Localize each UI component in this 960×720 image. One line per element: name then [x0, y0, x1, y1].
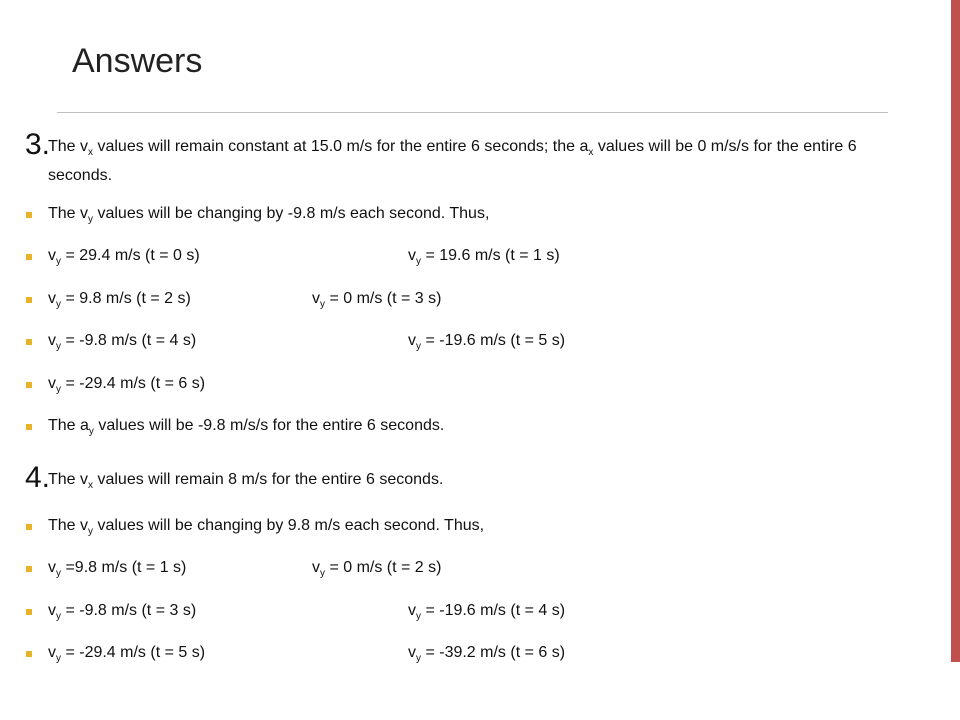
text-run: = 0 m/s (t = 3 s): [325, 290, 442, 307]
text-run: v: [48, 559, 56, 576]
bullet-text: [48, 330, 196, 358]
subscript: y: [320, 568, 325, 580]
bullet-text: [48, 245, 200, 273]
text-run: The a: [48, 417, 89, 434]
bullet-square-icon: [26, 254, 32, 260]
answer-4-intro: [25, 461, 925, 497]
subscript: x: [88, 147, 94, 159]
bullet-square-icon: [26, 524, 32, 530]
text-run: values will remain 8 m/s for the entire 6 seconds.: [93, 471, 444, 488]
text-run: v: [408, 332, 416, 349]
text-run: = -19.6 m/s (t = 4 s): [421, 602, 566, 619]
text-run: = -19.6 m/s (t = 5 s): [421, 332, 566, 349]
bullet-text: [48, 288, 191, 316]
answer-3-number: 3.: [25, 128, 51, 161]
subscript: y: [416, 341, 421, 353]
bullet-second-column: [408, 642, 565, 670]
subscript: y: [56, 384, 61, 396]
text-run: The v: [48, 517, 89, 534]
subscript: x: [88, 480, 94, 492]
subscript: y: [56, 653, 61, 665]
text-run: The v: [48, 205, 89, 222]
text-run: v: [408, 644, 416, 661]
answer-4-number: 4.: [25, 461, 51, 494]
subscript: y: [56, 611, 61, 623]
text-run: The v: [48, 471, 89, 488]
text-run: = 0 m/s (t = 2 s): [325, 559, 442, 576]
text-run: = 19.6 m/s (t = 1 s): [421, 247, 560, 264]
bullet-square-icon: [26, 566, 32, 572]
subscript: x: [588, 147, 594, 159]
bullet-text: [48, 203, 489, 231]
bullet-text: [48, 415, 444, 443]
text-run: v: [48, 602, 56, 619]
text-run: v: [48, 332, 56, 349]
text-run: v: [48, 290, 56, 307]
text-run: = -29.4 m/s (t = 5 s): [61, 644, 206, 661]
bullet-square-icon: [26, 212, 32, 218]
text-run: v: [408, 247, 416, 264]
bullet-square-icon: [26, 382, 32, 388]
bullet-text: [48, 515, 484, 543]
text-run: values will remain constant at 15.0 m/s for the entire 6 seconds; the a: [93, 138, 589, 155]
text-run: v: [48, 247, 56, 264]
title-divider: [57, 112, 888, 113]
text-run: values will be changing by 9.8 m/s each second. Thus,: [93, 517, 485, 534]
text-run: The v: [48, 138, 89, 155]
text-run: v: [48, 375, 56, 392]
bullet-square-icon: [26, 651, 32, 657]
text-run: = 9.8 m/s (t = 2 s): [61, 290, 191, 307]
bullet-square-icon: [26, 424, 32, 430]
text-run: values will be 0 m/s/s for the entire 6 seconds.: [48, 138, 857, 185]
subscript: y: [56, 299, 61, 311]
slide-title: Answers: [72, 42, 203, 80]
bullet-square-icon: [26, 339, 32, 345]
bullet-text: [48, 642, 205, 670]
slide-accent-bar: [951, 0, 960, 662]
bullet-square-icon: [26, 609, 32, 615]
text-run: = -9.8 m/s (t = 4 s): [61, 332, 197, 349]
subscript: y: [320, 299, 325, 311]
text-run: v: [48, 644, 56, 661]
subscript: y: [56, 256, 61, 268]
text-run: = -39.2 m/s (t = 6 s): [421, 644, 566, 661]
text-run: v: [312, 290, 320, 307]
bullet-text: [48, 557, 186, 585]
subscript: y: [416, 653, 421, 665]
bullet-second-column: [312, 557, 441, 585]
answer-4-intro-text: [25, 468, 925, 497]
text-run: = -9.8 m/s (t = 3 s): [61, 602, 197, 619]
subscript: y: [56, 568, 61, 580]
subscript: y: [416, 256, 421, 268]
subscript: y: [88, 214, 94, 226]
subscript: y: [88, 526, 94, 538]
text-run: v: [312, 559, 320, 576]
subscript: y: [416, 611, 421, 623]
bullet-second-column: [408, 245, 560, 273]
bullet-second-column: [408, 330, 565, 358]
text-run: = -29.4 m/s (t = 6 s): [61, 375, 206, 392]
bullet-text: [48, 373, 205, 401]
subscript: y: [56, 341, 61, 353]
bullet-second-column: [312, 288, 441, 316]
bullet-second-column: [408, 600, 565, 628]
text-run: v: [408, 602, 416, 619]
answer-3-intro-text: [25, 135, 925, 187]
text-run: values will be changing by -9.8 m/s each second. Thus,: [93, 205, 490, 222]
text-run: values will be -9.8 m/s/s for the entire 6 seconds.: [93, 417, 445, 434]
bullet-square-icon: [26, 297, 32, 303]
bullet-text: [48, 600, 196, 628]
subscript: y: [88, 426, 94, 438]
text-run: = 29.4 m/s (t = 0 s): [61, 247, 200, 264]
answer-3-intro: [25, 128, 925, 187]
text-run: =9.8 m/s (t = 1 s): [61, 559, 187, 576]
